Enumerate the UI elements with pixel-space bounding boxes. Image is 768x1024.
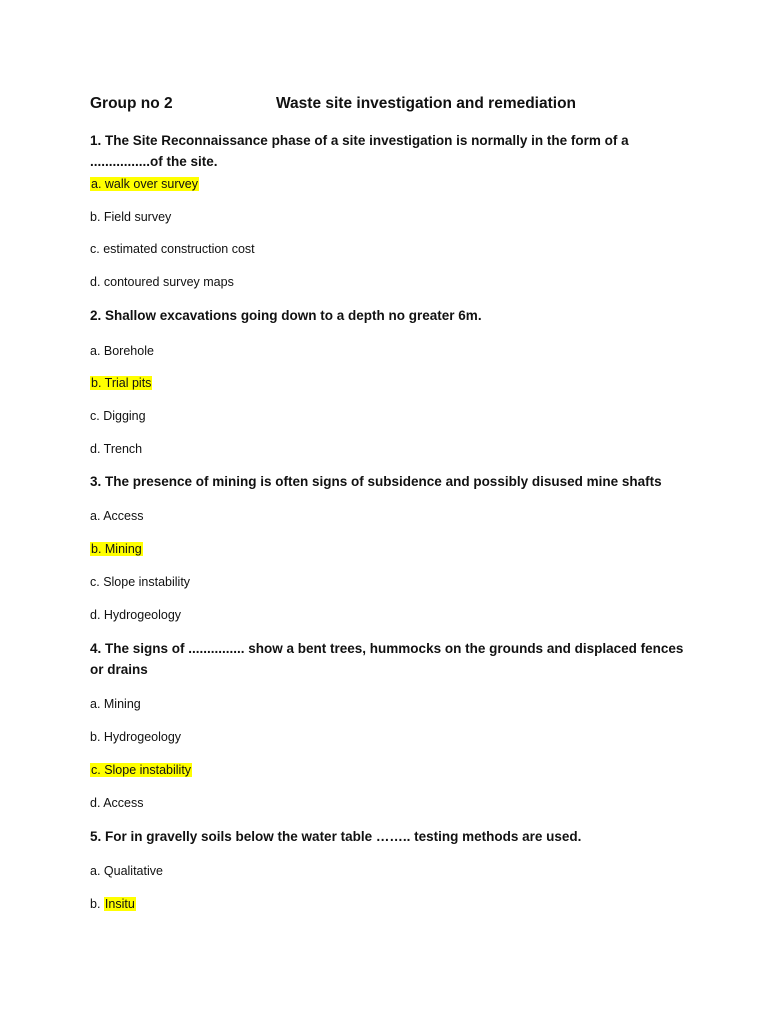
question-4-option-c — [90, 761, 192, 779]
question-4-text: 4. The signs of ............... show a bent trees, hummocks on the grounds and displaced fences — [90, 641, 684, 656]
answer-highlight: Insitu — [104, 897, 135, 911]
answer-highlight: c. Slope instability — [91, 763, 192, 777]
question-3-option-a: a. Access — [90, 509, 144, 523]
question-5-option-b — [90, 895, 136, 913]
answer-highlight: b. Trial pits — [91, 376, 152, 390]
option-prefix: b. — [90, 897, 104, 911]
group-label: Group no 2 — [90, 95, 173, 112]
question-3-text: 3. The presence of mining is often signs of subsidence and possibly disused mine shafts — [90, 474, 662, 489]
question-3-option-c: c. Slope instability — [90, 575, 191, 589]
question-3-option-b — [90, 540, 143, 558]
question-1-option-c: c. estimated construction cost — [90, 242, 255, 256]
question-2-option-c: c. Digging — [90, 409, 146, 423]
question-1-text: 1. The Site Reconnaissance phase of a site investigation is normally in the form of a — [90, 133, 629, 148]
question-1-option-b: b. Field survey — [90, 210, 172, 224]
answer-highlight: a. walk over survey — [91, 177, 198, 191]
question-2-text: 2. Shallow excavations going down to a depth no greater 6m. — [90, 308, 482, 323]
question-4-option-b: b. Hydrogeology — [90, 730, 182, 744]
answer-highlight: b. Mining — [91, 542, 142, 556]
question-2-option-a: a. Borehole — [90, 344, 154, 358]
question-5-text: 5. For in gravelly soils below the water table …….. testing methods are used. — [90, 829, 582, 844]
question-4-option-d: d. Access — [90, 796, 144, 810]
question-2-option-b — [90, 374, 152, 392]
question-4-option-a: a. Mining — [90, 697, 141, 711]
question-3-option-d: d. Hydrogeology — [90, 608, 182, 622]
question-2-option-d: d. Trench — [90, 442, 143, 456]
question-1-option-a — [90, 175, 199, 193]
question-1-option-d: d. contoured survey maps — [90, 275, 234, 289]
question-1-text-cont: ................of the site. — [90, 154, 218, 169]
question-5-option-a: a. Qualitative — [90, 864, 163, 878]
document-title: Waste site investigation and remediation — [276, 95, 577, 112]
question-4-text-cont: or drains — [90, 662, 148, 677]
